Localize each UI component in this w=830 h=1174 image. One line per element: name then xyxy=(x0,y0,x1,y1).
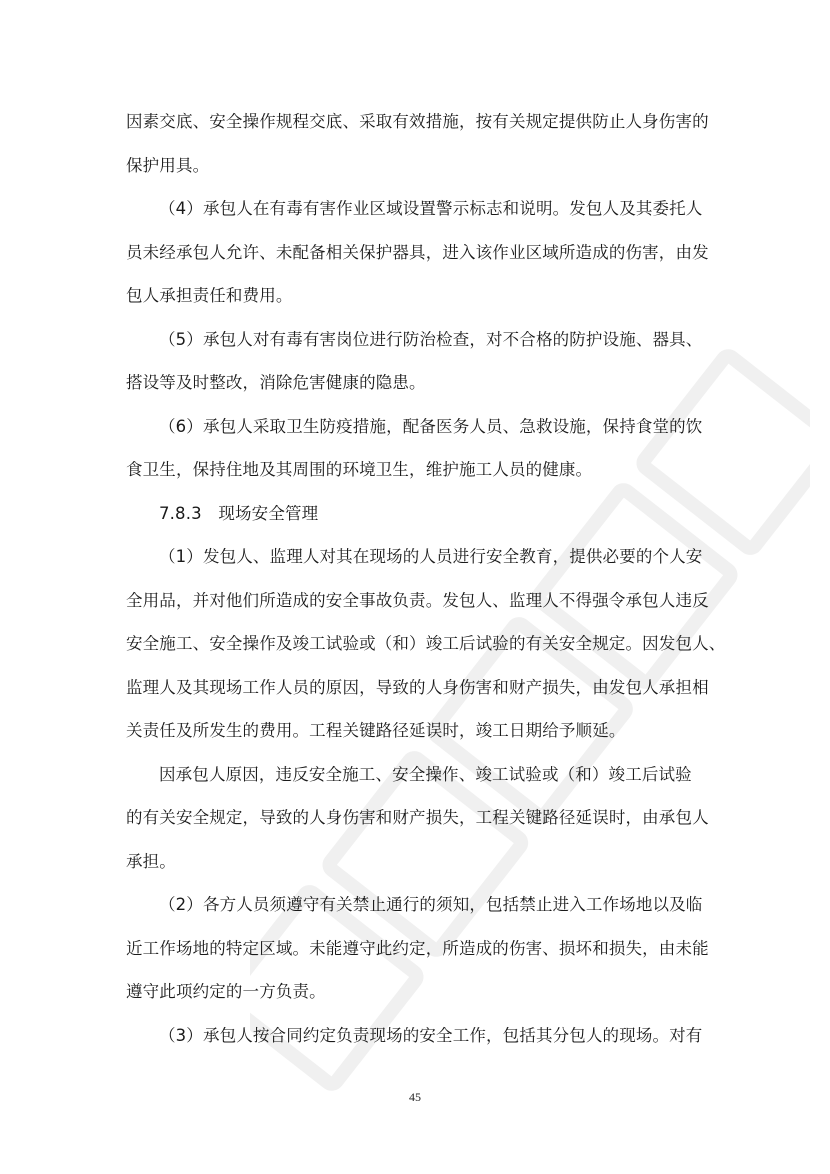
text-line: 承担。 xyxy=(126,851,176,871)
text-line: 监理人及其现场工作人员的原因，导致的人身伤害和财产损失，由发包人承担相 xyxy=(126,677,709,697)
text-line: 包人承担责任和费用。 xyxy=(126,286,293,305)
text-line: 搭设等及时整改，消除危害健康的隐患。 xyxy=(126,373,426,392)
text-line: 安全施工、安全操作及竣工试验或（和）竣工后试验的有关安全规定。因发包人、 xyxy=(126,634,726,653)
text-line: （4）承包人在有毒有害作业区域设置警示标志和说明。发包人及其委托人 xyxy=(159,199,703,218)
text-line: （1）发包人、监理人对其在现场的人员进行安全教育，提供必要的个人安 xyxy=(159,547,703,566)
section-heading: 7.8.3 现场安全管理 xyxy=(159,503,319,523)
text-line: 近工作场地的特定区域。未能遵守此约定，所造成的伤害、损坏和损失，由未能 xyxy=(126,938,709,958)
text-line: 食卫生，保持住地及其周围的环境卫生，维护施工人员的健康。 xyxy=(126,460,593,479)
text-line: 因素交底、安全操作规程交底、采取有效措施，按有关规定提供防止人身伤害的 xyxy=(126,112,709,131)
text-line: 因承包人原因，违反安全施工、安全操作、竣工试验或（和）竣工后试验 xyxy=(159,764,692,784)
body-text xyxy=(126,100,726,1057)
text-line: 保护用具。 xyxy=(126,155,210,175)
text-line: （6）承包人采取卫生防疫措施，配备医务人员、急救设施，保持食堂的饮 xyxy=(159,416,703,436)
text-line: 遵守此项约定的一方负责。 xyxy=(126,982,326,1001)
text-line: （2）各方人员须遵守有关禁止通行的须知，包括禁止进入工作场地以及临 xyxy=(159,895,703,914)
text-line: 员未经承包人允许、未配备相关保护器具，进入该作业区域所造成的伤害，由发 xyxy=(126,242,709,262)
text-line: 全用品，并对他们所造成的安全事故负责。发包人、监理人不得强令承包人违反 xyxy=(126,590,709,610)
text-line: （5）承包人对有毒有害岗位进行防治检查，对不合格的防护设施、器具、 xyxy=(159,329,703,349)
text-line: 的有关安全规定，导致的人身伤害和财产损失，工程关键路径延误时，由承包人 xyxy=(126,808,709,827)
page-number: 45 xyxy=(409,1090,421,1104)
text-line: 关责任及所发生的费用。工程关键路径延误时，竣工日期给予顺延。 xyxy=(126,721,626,740)
text-line: （3）承包人按合同约定负责现场的安全工作，包括其分包人的现场。对有 xyxy=(159,1025,703,1045)
